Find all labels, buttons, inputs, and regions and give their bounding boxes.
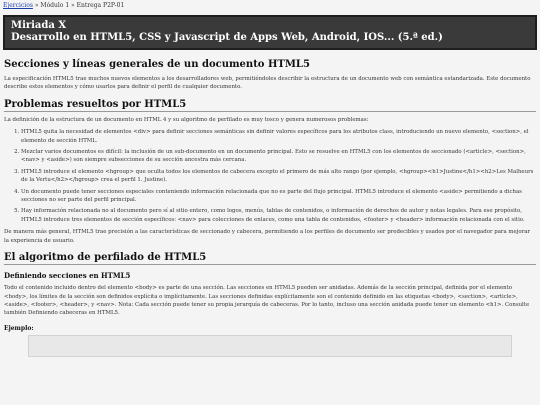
breadcrumb-link-ejercicios[interactable]: Ejercicios	[3, 2, 33, 9]
list-item: 2. Mezclar varios documentos es difícil: la inclusión de un sub-documento en un documento principal. Esto se resuelve en HTML5 con los elementos de seccionado (<article>, <section>, <nav> y <aside>) son siempre subsecciones de su sección ancestra más cercana.	[21, 148, 536, 165]
example-label: Ejemplo:	[4, 324, 34, 332]
course-subtitle: Desarrollo en HTML5, CSS y Javascript de Apps Web, Android, IOS... (5.ª ed.)	[11, 32, 443, 43]
page-header	[3, 15, 537, 50]
section-heading-algorithm: El algoritmo de perfilado de HTML5	[4, 252, 536, 265]
intro-paragraph: La especificación HTML5 trae muchos nuevos elementos a los desarrolladores web, permitiéndoles describir la estructura de un documento web con semántica estandarizada. Este documento describe estos elementos y cómo usarlos para definir el perfil de cualquier documento.	[4, 76, 531, 91]
subsection-heading-defining: Definiendo secciones en HTML5	[4, 271, 131, 281]
code-example-box	[28, 335, 512, 357]
list-item: 4. Un documento puede tener secciones especiales conteniendo información relacionada que no es parte del flujo principal. HTML5 introduce el elemento <aside> permitiendo a dichas secciones no ser parte del perfil principal.	[21, 188, 536, 205]
problems-intro: La definición de la estructura de un documento en HTML 4 y su algoritmo de perfilado es muy tosco y genera numerosos problemas:	[4, 116, 369, 123]
breadcrumb	[0, 0, 540, 11]
list-item: 1. HTML5 quita la necesidad de elementos <div> para definir secciones semánticas sin definir valores específicos para los atributos class, introduciendo un nuevo elemento, <section>, el elemento de sección HTML.	[21, 128, 536, 145]
defining-sections-paragraph: Todo el contenido incluido dentro del elemento <body> es parte de una sección. Las secciones en HTML5 pueden ser anidadas. Además de la sección principal, definida por el elemento <body>, los límites de la sección son definidos explícita o implícitamente. Las secciones definidas explícitamente son el contenido definido en las etiquetas <body>, <section>, <article>, <aside>, <footer>, <header>, y <nav>. Nota: Cada sección puede tener su propia jerarquía de cabeceras. Por lo tanto, incluso una sección anidada puede tener un elemento <h1>. Consulte también Definiendo cabeceras en HTML5.	[4, 285, 530, 317]
problems-list	[4, 128, 536, 224]
site-title: Miriadа X	[11, 20, 67, 31]
problems-outro: De manera más general, HTML5 trae precisión a las características de seccionado y cabecera, permitiendo a los perfiles de documento ser predecibles y usados por el navegador para mejorar la experiencia de usuario.	[4, 229, 531, 244]
list-item: 3. HTML5 introduce el elemento <hgroup> que oculta todos los elementos de cabecera excepto el primero de más alto rango (por ejemplo, <hgroup><h1>Justine</h1><h2>Les Malheurs de la Vertu</h2></hgroup> crea el perfil 1. Justine).	[21, 168, 536, 185]
list-item: 5. Hay información relacionada no al documento pero sí al sitio entero, como logos, menús, tablas de contenidos, o información de derechos de autor y notas legales. Para ese propósito, HTML5 introduce tres elementos de sección específicos: <nav> para colecciones de enlaces, como una tabla de contenidos, <footer> y <header> información relacionada con el sitio.	[21, 207, 536, 224]
breadcrumb-item-modulo: Módulo 1	[40, 2, 70, 9]
page-title: Secciones y líneas generales de un documento HTML5	[4, 59, 310, 70]
breadcrumb-separator: »	[32, 2, 41, 9]
breadcrumb-item-entrega: Entrega P2P-01	[76, 2, 125, 9]
section-heading-problems: Problemas resueltos por HTML5	[4, 99, 536, 112]
main-content	[0, 59, 540, 357]
breadcrumb-separator: »	[69, 2, 77, 9]
